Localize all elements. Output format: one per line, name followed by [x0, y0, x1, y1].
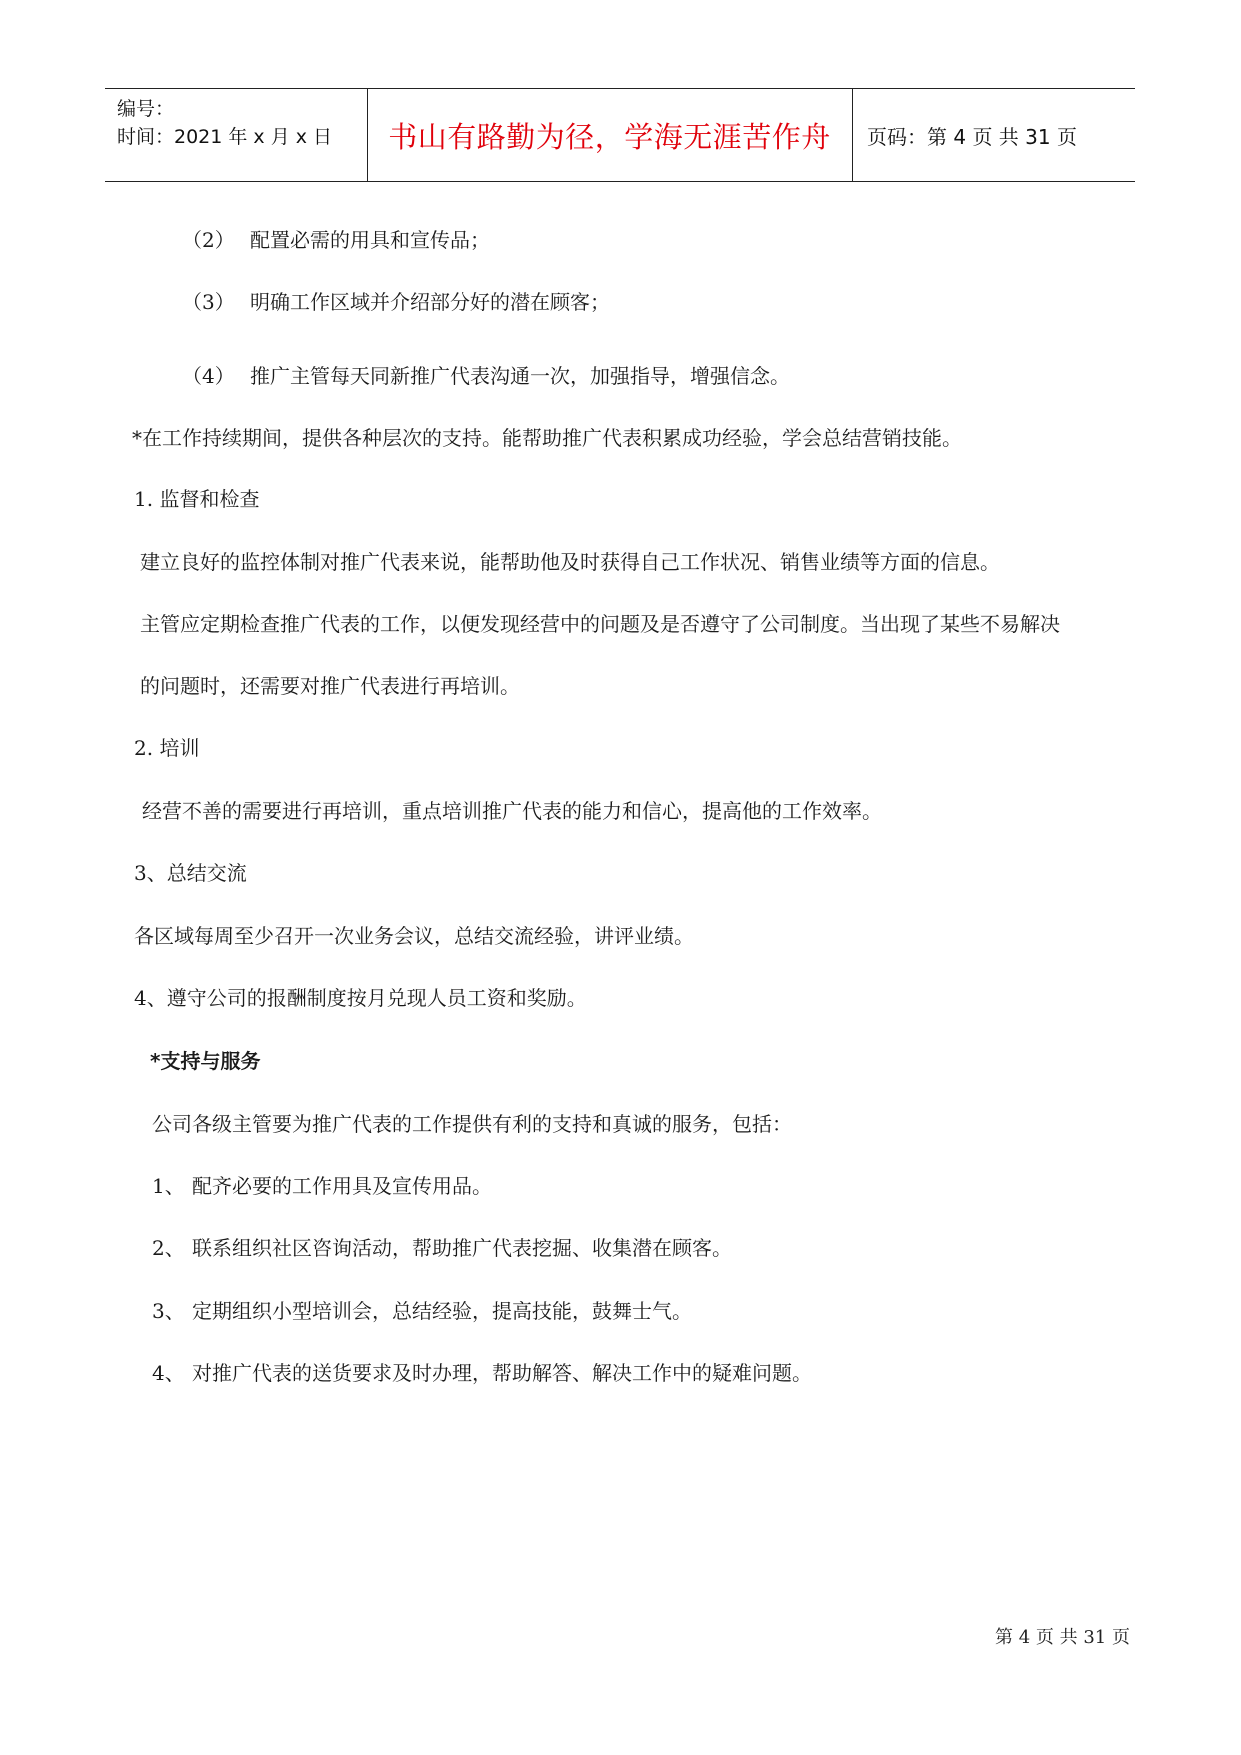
list-item [182, 362, 790, 390]
list-item-number: （2） [182, 228, 235, 252]
list-item-text: 配齐必要的工作用具及宣传用品。 [192, 1174, 492, 1198]
paragraph: 公司各级主管要为推广代表的工作提供有利的支持和真诚的服务，包括： [152, 1112, 792, 1136]
paragraph: 经营不善的需要进行再培训，重点培训推广代表的能力和信心，提高他的工作效率。 [142, 799, 882, 823]
list-item-text: 联系组织社区咨询活动，帮助推广代表挖掘、收集潜在顾客。 [192, 1236, 732, 1260]
list-item-text: 配置必需的用具和宣传品； [250, 228, 490, 252]
section-heading: 2. 培训 [134, 736, 200, 760]
header-page-label: 页码：第 4 页 共 31 页 [867, 124, 1077, 149]
list-item-text: 定期组织小型培训会，总结经验，提高技能，鼓舞士气。 [192, 1299, 692, 1323]
list-item-number: （4） [182, 364, 235, 388]
list-item-text: 推广主管每天同新推广代表沟通一次，加强指导，增强信念。 [250, 364, 790, 388]
section-heading: 3、总结交流 [134, 861, 247, 885]
paragraph: 各区域每周至少召开一次业务会议，总结交流经验，讲评业绩。 [134, 924, 694, 948]
list-item-text: 明确工作区域并介绍部分好的潜在顾客； [250, 290, 610, 314]
paragraph: *在工作持续期间，提供各种层次的支持。能帮助推广代表积累成功经验，学会总结营销技能。 [132, 426, 962, 450]
paragraph: 4、遵守公司的报酬制度按月兑现人员工资和奖励。 [134, 986, 587, 1010]
list-item [152, 1297, 692, 1325]
header-motto: 书山有路勤为径，学海无涯苦作舟 [388, 119, 831, 154]
list-item-text: 对推广代表的送货要求及时办理，帮助解答、解决工作中的疑难问题。 [192, 1361, 812, 1385]
list-item [152, 1359, 812, 1387]
paragraph: 建立良好的监控体制对推广代表来说，能帮助他及时获得自己工作状况、销售业绩等方面的信息。 [140, 550, 1000, 574]
paragraph: 主管应定期检查推广代表的工作，以便发现经营中的问题及是否遵守了公司制度。当出现了某些不易解决 [140, 612, 1060, 636]
list-item-number: 1、 [152, 1174, 185, 1198]
list-item-number: 4、 [152, 1361, 185, 1385]
list-item-number: （3） [182, 290, 235, 314]
page-header [105, 88, 1135, 182]
header-time-label: 时间：2021 年 x 月 x 日 [117, 126, 333, 148]
list-item [152, 1234, 732, 1262]
header-meta [117, 95, 332, 151]
list-item [152, 1172, 492, 1200]
section-heading: 1. 监督和检查 [134, 487, 260, 511]
list-item [182, 226, 490, 254]
list-item-number: 2、 [152, 1236, 185, 1260]
list-item-number: 3、 [152, 1299, 185, 1323]
paragraph: 的问题时，还需要对推广代表进行再培训。 [140, 674, 520, 698]
list-item [182, 288, 610, 316]
section-heading: *支持与服务 [150, 1049, 261, 1073]
page-footer: 第 4 页 共 31 页 [995, 1627, 1130, 1648]
header-number-label: 编号： [117, 98, 175, 120]
header-divider [852, 89, 853, 181]
